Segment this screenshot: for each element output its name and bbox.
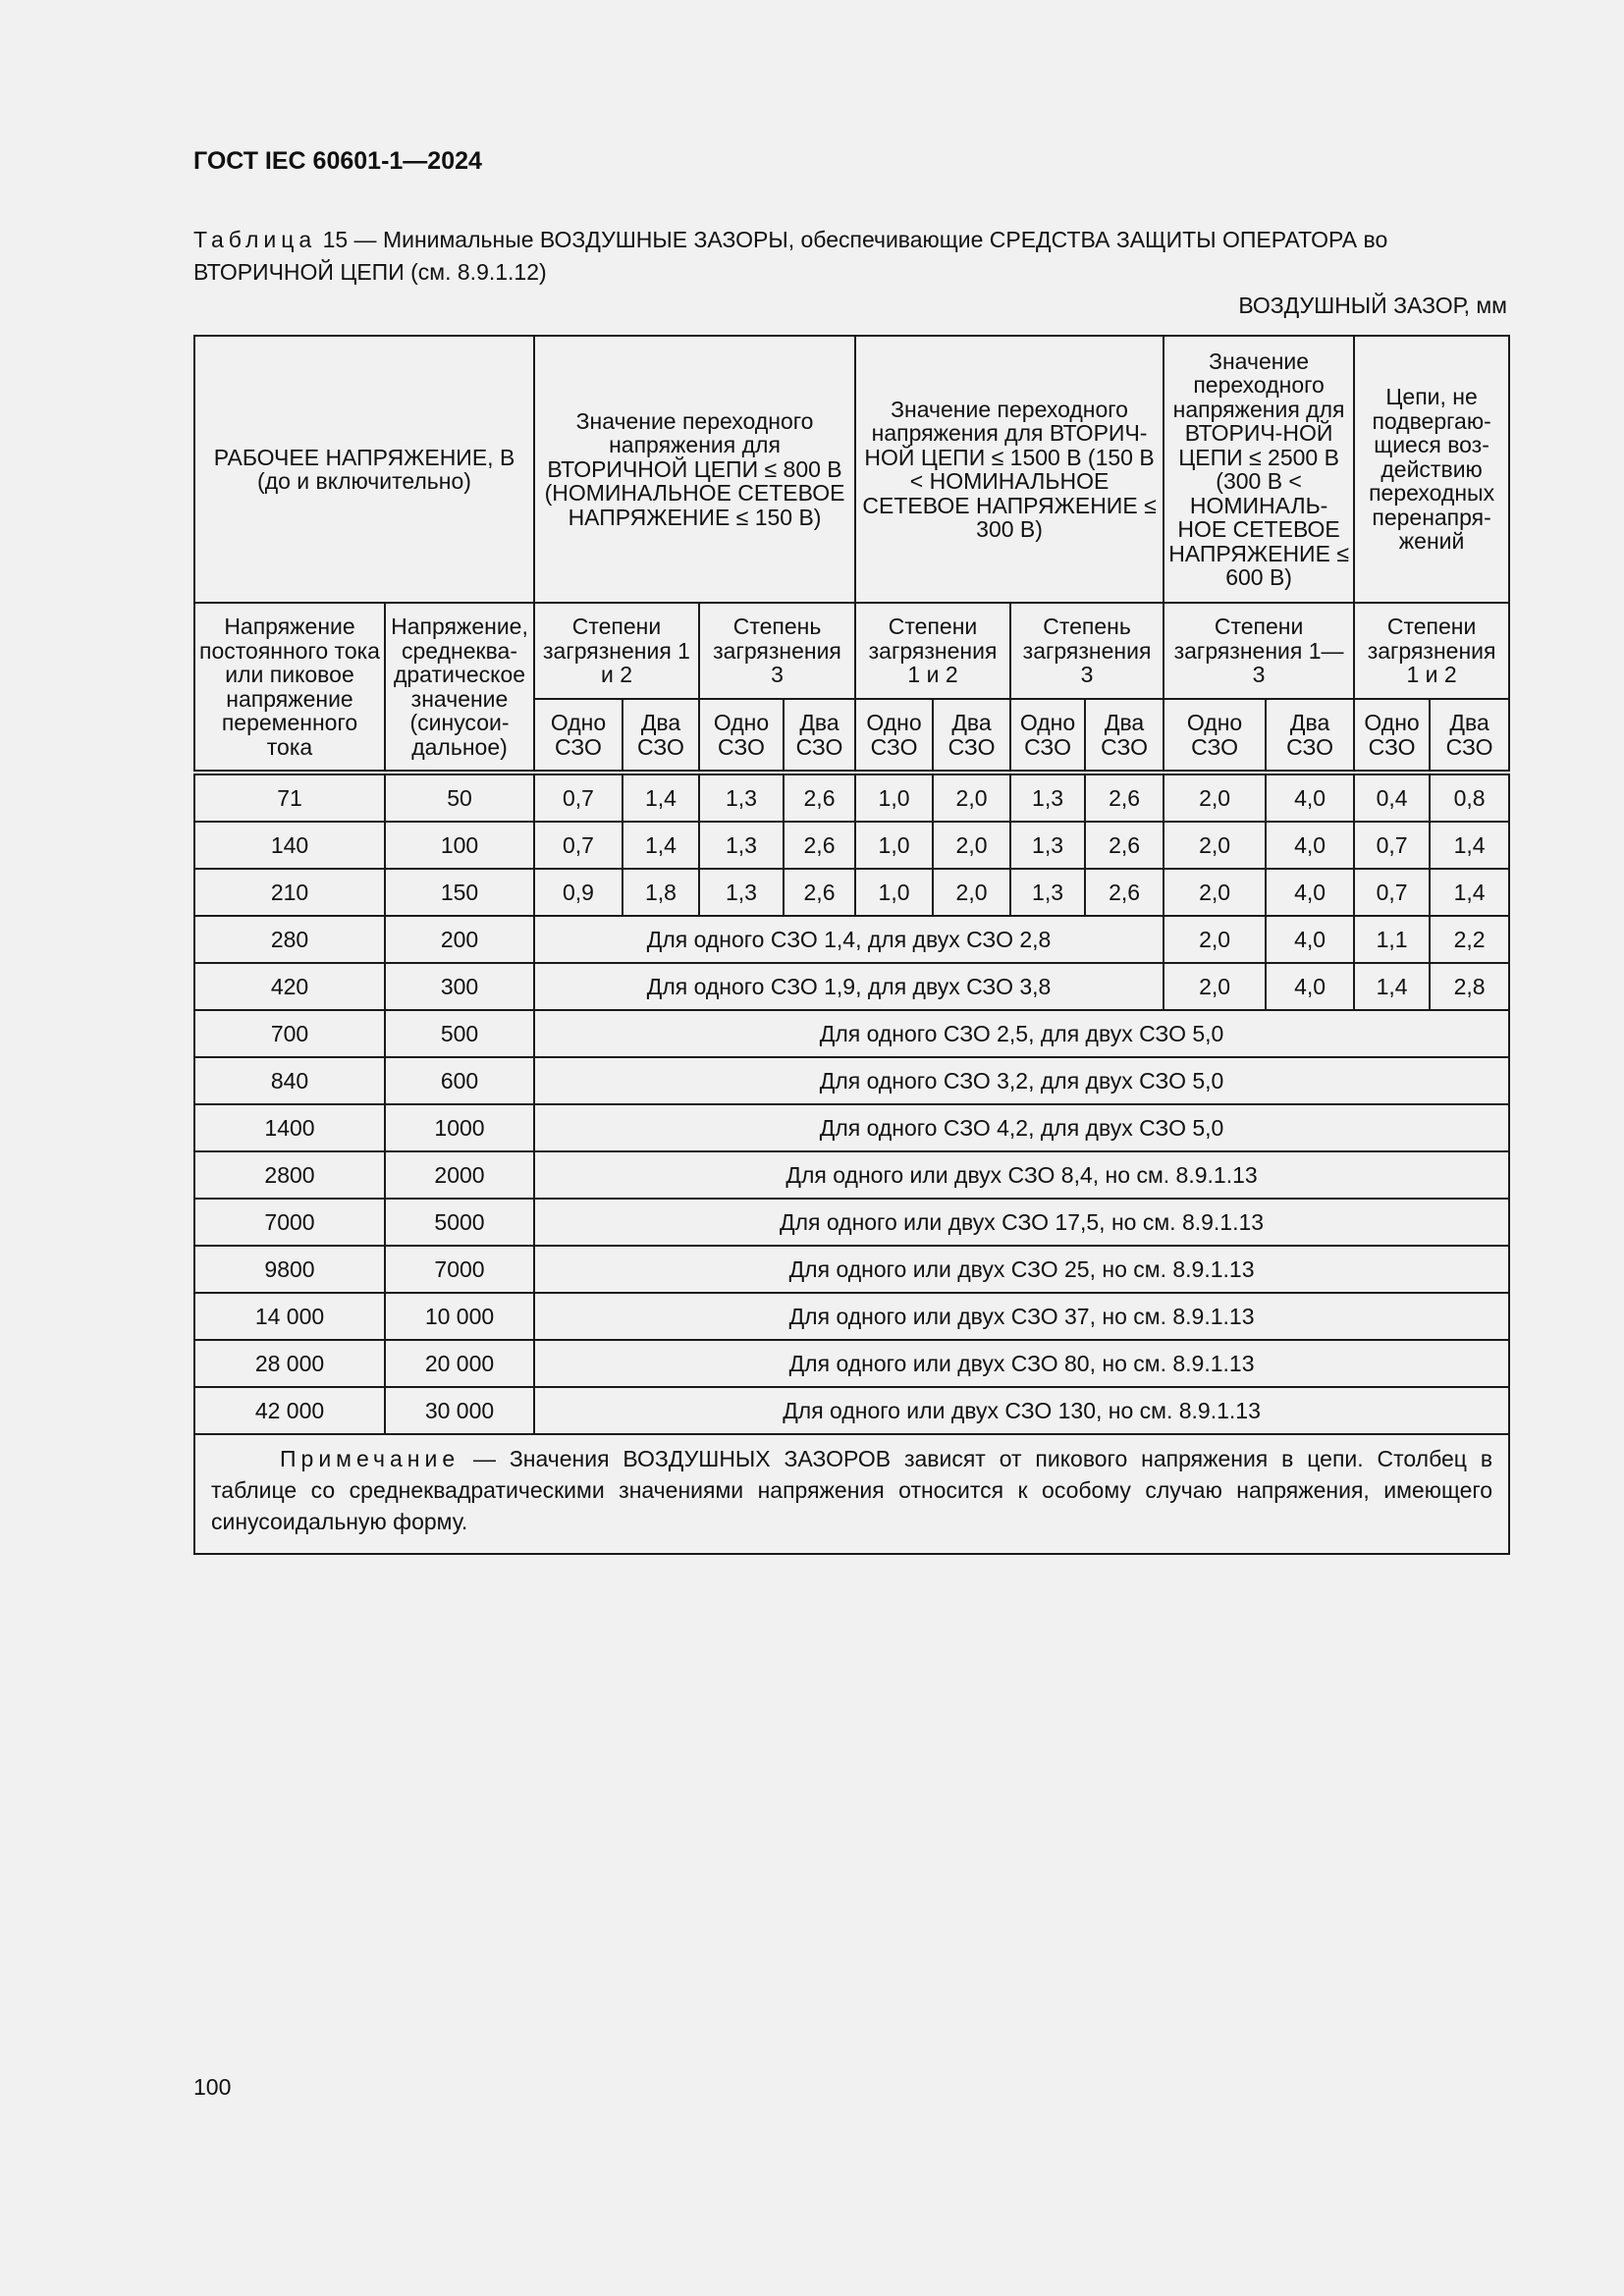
table-row bbox=[194, 1246, 1509, 1293]
cell-value: 1,3 bbox=[1010, 822, 1085, 869]
document-header: ГОСТ IEC 60601-1—2024 bbox=[193, 147, 482, 175]
header-degree: Степени загрязнения 1 и 2 bbox=[534, 603, 699, 699]
cell-merged-value: Для одного или двух СЗО 37, но см. 8.9.1.13 bbox=[534, 1293, 1509, 1340]
cell-value: 1,4 bbox=[1354, 963, 1430, 1010]
header-group-800v: Значение переходного напряжения для ВТОРИЧНОЙ ЦЕПИ ≤ 800 В (НОМИНАЛЬНОЕ СЕТЕВОЕ НАПРЯЖЕНИЕ ≤ 150 В) bbox=[534, 336, 855, 603]
header-dc-peak: Напряжение постоянного тока или пиковое напряжение переменного тока bbox=[194, 603, 385, 773]
cell-value: 1,4 bbox=[1430, 869, 1509, 916]
cell-rms: 50 bbox=[385, 773, 534, 822]
table-row bbox=[194, 1293, 1509, 1340]
header-degree: Степени загрязнения 1—3 bbox=[1164, 603, 1354, 699]
table-row bbox=[194, 1104, 1509, 1151]
header-degree: Степень загрязнения 3 bbox=[1010, 603, 1164, 699]
header-group-2500v: Значение переходного напряжения для ВТОРИЧ-НОЙ ЦЕПИ ≤ 2500 В (300 В < НОМИНАЛЬ-НОЕ СЕТЕВОЕ НАПРЯЖЕНИЕ ≤ 600 В) bbox=[1164, 336, 1354, 603]
note-row bbox=[194, 1434, 1509, 1554]
cell-merged-value: Для одного или двух СЗО 80, но см. 8.9.1.13 bbox=[534, 1340, 1509, 1387]
header-one-mop: Одно СЗО bbox=[1010, 699, 1085, 773]
cell-rms: 150 bbox=[385, 869, 534, 916]
cell-value: 0,7 bbox=[1354, 822, 1430, 869]
table-row bbox=[194, 1151, 1509, 1199]
cell-value: 1,3 bbox=[1010, 773, 1085, 822]
cell-merged-value: Для одного или двух СЗО 25, но см. 8.9.1.13 bbox=[534, 1246, 1509, 1293]
cell-value: 0,4 bbox=[1354, 773, 1430, 822]
header-rms: Напряжение, среднеква-дратическое значение (синусои-дальное) bbox=[385, 603, 534, 773]
header-one-mop: Одно СЗО bbox=[1354, 699, 1430, 773]
cell-rms: 30 000 bbox=[385, 1387, 534, 1434]
header-one-mop: Одно СЗО bbox=[699, 699, 784, 773]
cell-dc: 2800 bbox=[194, 1151, 385, 1199]
cell-value: 1,8 bbox=[623, 869, 699, 916]
table-row bbox=[194, 1387, 1509, 1434]
cell-rms: 100 bbox=[385, 822, 534, 869]
cell-rms: 2000 bbox=[385, 1151, 534, 1199]
cell-value: 2,6 bbox=[1085, 869, 1164, 916]
header-one-mop: Одно СЗО bbox=[855, 699, 933, 773]
table-note bbox=[194, 1434, 1509, 1554]
cell-value: 2,0 bbox=[1164, 916, 1266, 963]
cell-value: 2,0 bbox=[933, 822, 1010, 869]
cell-value: 0,8 bbox=[1430, 773, 1509, 822]
header-degree: Степени загрязнения 1 и 2 bbox=[855, 603, 1010, 699]
cell-rms: 500 bbox=[385, 1010, 534, 1057]
header-two-mop: Два СЗО bbox=[1266, 699, 1354, 773]
header-group-1500v: Значение переходного напряжения для ВТОРИЧ-НОЙ ЦЕПИ ≤ 1500 В (150 В < НОМИНАЛЬНОЕ СЕТЕВОЕ НАПРЯЖЕНИЕ ≤ 300 В) bbox=[855, 336, 1164, 603]
cell-dc: 42 000 bbox=[194, 1387, 385, 1434]
cell-rms: 7000 bbox=[385, 1246, 534, 1293]
cell-merged-value: Для одного или двух СЗО 8,4, но см. 8.9.1.13 bbox=[534, 1151, 1509, 1199]
cell-value: 2,0 bbox=[1164, 773, 1266, 822]
cell-value: 2,0 bbox=[933, 869, 1010, 916]
cell-value: 4,0 bbox=[1266, 773, 1354, 822]
cell-value: 1,1 bbox=[1354, 916, 1430, 963]
cell-merged-value: Для одного СЗО 1,9, для двух СЗО 3,8 bbox=[534, 963, 1164, 1010]
cell-value: 2,0 bbox=[1164, 822, 1266, 869]
cell-merged-value: Для одного или двух СЗО 17,5, но см. 8.9.1.13 bbox=[534, 1199, 1509, 1246]
table-row bbox=[194, 822, 1509, 869]
cell-merged-value: Для одного или двух СЗО 130, но см. 8.9.1.13 bbox=[534, 1387, 1509, 1434]
header-one-mop: Одно СЗО bbox=[1164, 699, 1266, 773]
caption-label: Таблица bbox=[193, 227, 317, 252]
note-label: Примечание bbox=[280, 1446, 460, 1471]
header-row-2 bbox=[194, 603, 1509, 699]
cell-value: 4,0 bbox=[1266, 916, 1354, 963]
cell-merged-value: Для одного СЗО 2,5, для двух СЗО 5,0 bbox=[534, 1010, 1509, 1057]
cell-value: 1,4 bbox=[1430, 822, 1509, 869]
header-one-mop: Одно СЗО bbox=[534, 699, 623, 773]
table-caption bbox=[193, 224, 1507, 289]
page-number: 100 bbox=[193, 2074, 232, 2100]
cell-dc: 9800 bbox=[194, 1246, 385, 1293]
table-row bbox=[194, 773, 1509, 822]
cell-dc: 840 bbox=[194, 1057, 385, 1104]
note-text: — Значения ВОЗДУШНЫХ ЗАЗОРОВ зависят от пикового напряжения в цепи. Столбец в таблице со среднеквадратическими значениями напряжения относится к особому случаю напряжения, имеющего синусоидальную форму. bbox=[211, 1446, 1493, 1534]
cell-value: 2,6 bbox=[784, 822, 855, 869]
cell-value: 2,2 bbox=[1430, 916, 1509, 963]
cell-value: 2,8 bbox=[1430, 963, 1509, 1010]
header-two-mop: Два СЗО bbox=[1085, 699, 1164, 773]
table-row bbox=[194, 1340, 1509, 1387]
cell-dc: 14 000 bbox=[194, 1293, 385, 1340]
cell-dc: 210 bbox=[194, 869, 385, 916]
cell-value: 1,0 bbox=[855, 822, 933, 869]
cell-rms: 600 bbox=[385, 1057, 534, 1104]
header-two-mop: Два СЗО bbox=[1430, 699, 1509, 773]
cell-value: 2,6 bbox=[1085, 822, 1164, 869]
cell-value: 0,7 bbox=[534, 822, 623, 869]
cell-rms: 10 000 bbox=[385, 1293, 534, 1340]
table-row bbox=[194, 869, 1509, 916]
header-degree: Степени загрязнения 1 и 2 bbox=[1354, 603, 1509, 699]
table-row bbox=[194, 1057, 1509, 1104]
cell-value: 0,9 bbox=[534, 869, 623, 916]
cell-value: 2,0 bbox=[933, 773, 1010, 822]
header-two-mop: Два СЗО bbox=[623, 699, 699, 773]
cell-merged-value: Для одного СЗО 3,2, для двух СЗО 5,0 bbox=[534, 1057, 1509, 1104]
cell-dc: 280 bbox=[194, 916, 385, 963]
table-row bbox=[194, 1010, 1509, 1057]
cell-rms: 200 bbox=[385, 916, 534, 963]
table-row bbox=[194, 916, 1509, 963]
cell-value: 1,0 bbox=[855, 773, 933, 822]
cell-dc: 7000 bbox=[194, 1199, 385, 1246]
clearance-table bbox=[193, 335, 1510, 1555]
cell-value: 2,6 bbox=[784, 869, 855, 916]
cell-value: 1,3 bbox=[1010, 869, 1085, 916]
cell-value: 2,0 bbox=[1164, 869, 1266, 916]
header-group-no-overvoltage: Цепи, не подвергаю-щиеся воз-действию переходных перенапря-жений bbox=[1354, 336, 1509, 603]
cell-dc: 71 bbox=[194, 773, 385, 822]
cell-rms: 5000 bbox=[385, 1199, 534, 1246]
cell-dc: 700 bbox=[194, 1010, 385, 1057]
header-row-1 bbox=[194, 336, 1509, 603]
cell-value: 1,3 bbox=[699, 822, 784, 869]
cell-dc: 28 000 bbox=[194, 1340, 385, 1387]
cell-value: 0,7 bbox=[1354, 869, 1430, 916]
cell-dc: 420 bbox=[194, 963, 385, 1010]
caption-text: 15 — Минимальные ВОЗДУШНЫЕ ЗАЗОРЫ, обеспечивающие СРЕДСТВА ЗАЩИТЫ ОПЕРАТОРА во ВТОРИЧНОЙ ЦЕПИ (см. 8.9.1.12) bbox=[193, 227, 1388, 285]
cell-rms: 300 bbox=[385, 963, 534, 1010]
header-working-voltage: РАБОЧЕЕ НАПРЯЖЕНИЕ, В (до и включительно) bbox=[194, 336, 534, 603]
header-degree: Степень загрязнения 3 bbox=[699, 603, 855, 699]
cell-value: 1,3 bbox=[699, 869, 784, 916]
cell-value: 2,6 bbox=[784, 773, 855, 822]
cell-value: 4,0 bbox=[1266, 822, 1354, 869]
cell-value: 2,6 bbox=[1085, 773, 1164, 822]
cell-dc: 1400 bbox=[194, 1104, 385, 1151]
cell-value: 0,7 bbox=[534, 773, 623, 822]
cell-value: 1,4 bbox=[623, 773, 699, 822]
cell-merged-value: Для одного СЗО 1,4, для двух СЗО 2,8 bbox=[534, 916, 1164, 963]
cell-value: 2,0 bbox=[1164, 963, 1266, 1010]
cell-merged-value: Для одного СЗО 4,2, для двух СЗО 5,0 bbox=[534, 1104, 1509, 1151]
table-row bbox=[194, 963, 1509, 1010]
table-row bbox=[194, 1199, 1509, 1246]
cell-value: 4,0 bbox=[1266, 963, 1354, 1010]
units-label: ВОЗДУШНЫЙ ЗАЗОР, мм bbox=[1238, 293, 1507, 318]
cell-dc: 140 bbox=[194, 822, 385, 869]
cell-value: 4,0 bbox=[1266, 869, 1354, 916]
cell-value: 1,4 bbox=[623, 822, 699, 869]
cell-value: 1,0 bbox=[855, 869, 933, 916]
header-two-mop: Два СЗО bbox=[933, 699, 1010, 773]
header-two-mop: Два СЗО bbox=[784, 699, 855, 773]
cell-value: 1,3 bbox=[699, 773, 784, 822]
cell-rms: 1000 bbox=[385, 1104, 534, 1151]
cell-rms: 20 000 bbox=[385, 1340, 534, 1387]
